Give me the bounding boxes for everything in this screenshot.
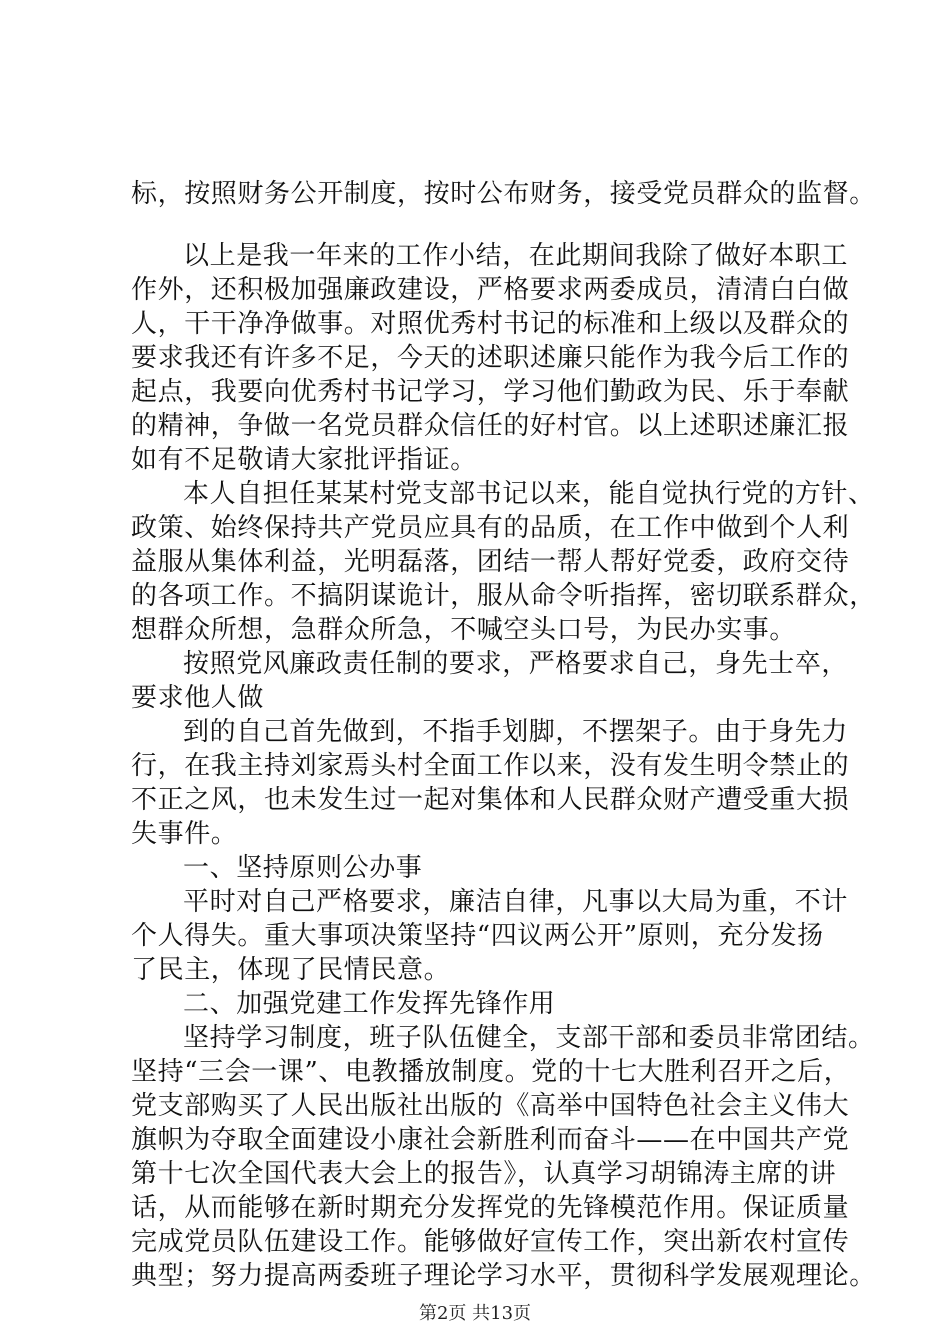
text-line: 党支部购买了人民出版社出版的《高举中国特色社会主义伟大: [131, 1091, 850, 1121]
text-line: 以上是我一年来的工作小结，在此期间我除了做好本职工: [183, 241, 849, 271]
text-line: 个人得失。重大事项决策坚持“四议两公开”原则，充分发扬: [131, 921, 824, 951]
text-line: 到的自己首先做到，不指手划脚，不摆架子。由于身先力: [183, 717, 849, 747]
text-line: 益服从集体利益，光明磊落，团结一帮人帮好党委，政府交待: [131, 547, 850, 577]
text-line: 要求我还有许多不足，今天的述职述廉只能作为我今后工作的: [131, 343, 850, 373]
text-line: 按照党风廉政责任制的要求，严格要求自己，身先士卒，: [183, 649, 849, 679]
text-line: 标，按照财务公开制度，按时公布财务，接受党员群众的监督。: [131, 179, 876, 209]
text-line: 想群众所想，急群众所急，不喊空头口号，为民办实事。: [131, 615, 797, 645]
text-line: 要求他人做: [131, 683, 265, 713]
text-line: 失事件。: [131, 819, 238, 849]
text-line: 的各项工作。不搞阴谋诡计，服从命令听指挥，密切联系群众，: [131, 581, 876, 611]
text-line: 的精神，争做一名党员群众信任的好村官。以上述职述廉汇报: [131, 411, 850, 441]
section-heading: 一、坚持原则公办事: [183, 853, 423, 883]
text-line: 旗帜为夺取全面建设小康社会新胜利而奋斗——在中国共产党: [131, 1125, 850, 1155]
text-line: 政策、始终保持共产党员应具有的品质，在工作中做到个人利: [131, 513, 850, 543]
text-line: 起点，我要向优秀村书记学习，学习他们勤政为民、乐于奉献: [131, 377, 850, 407]
text-line: 第十七次全国代表大会上的报告》，认真学习胡锦涛主席的讲: [131, 1159, 837, 1189]
text-line: 典型；努力提高两委班子理论学习水平，贯彻科学发展观理论。: [131, 1261, 876, 1291]
text-line: 人，干干净净做事。对照优秀村书记的标准和上级以及群众的: [131, 309, 850, 339]
text-line: 坚持“三会一课”、电教播放制度。党的十七大胜利召开之后，: [131, 1057, 851, 1087]
text-line: 坚持学习制度，班子队伍健全，支部干部和委员非常团结。: [183, 1023, 875, 1053]
text-line: 了民主，体现了民情民意。: [131, 955, 451, 985]
text-line: 作外，还积极加强廉政建设，严格要求两委成员，清清白白做: [131, 275, 850, 305]
text-line: 行，在我主持刘家焉头村全面工作以来，没有发生明令禁止的: [131, 751, 850, 781]
text-line: 平时对自己严格要求，廉洁自律，凡事以大局为重，不计: [183, 887, 849, 917]
text-line: 完成党员队伍建设工作。能够做好宣传工作，突出新农村宣传: [131, 1227, 850, 1257]
page-number-footer: 第2页 共13页: [418, 1303, 532, 1324]
text-line: 本人自担任某某村党支部书记以来，能自觉执行党的方针、: [183, 479, 875, 509]
text-line: 话，从而能够在新时期充分发挥党的先锋模范作用。保证质量: [131, 1193, 850, 1223]
section-heading: 二、加强党建工作发挥先锋作用: [183, 989, 556, 1019]
text-line: 不正之风，也未发生过一起对集体和人民群众财产遭受重大损: [131, 785, 850, 815]
text-line: 如有不足敬请大家批评指证。: [131, 445, 477, 475]
